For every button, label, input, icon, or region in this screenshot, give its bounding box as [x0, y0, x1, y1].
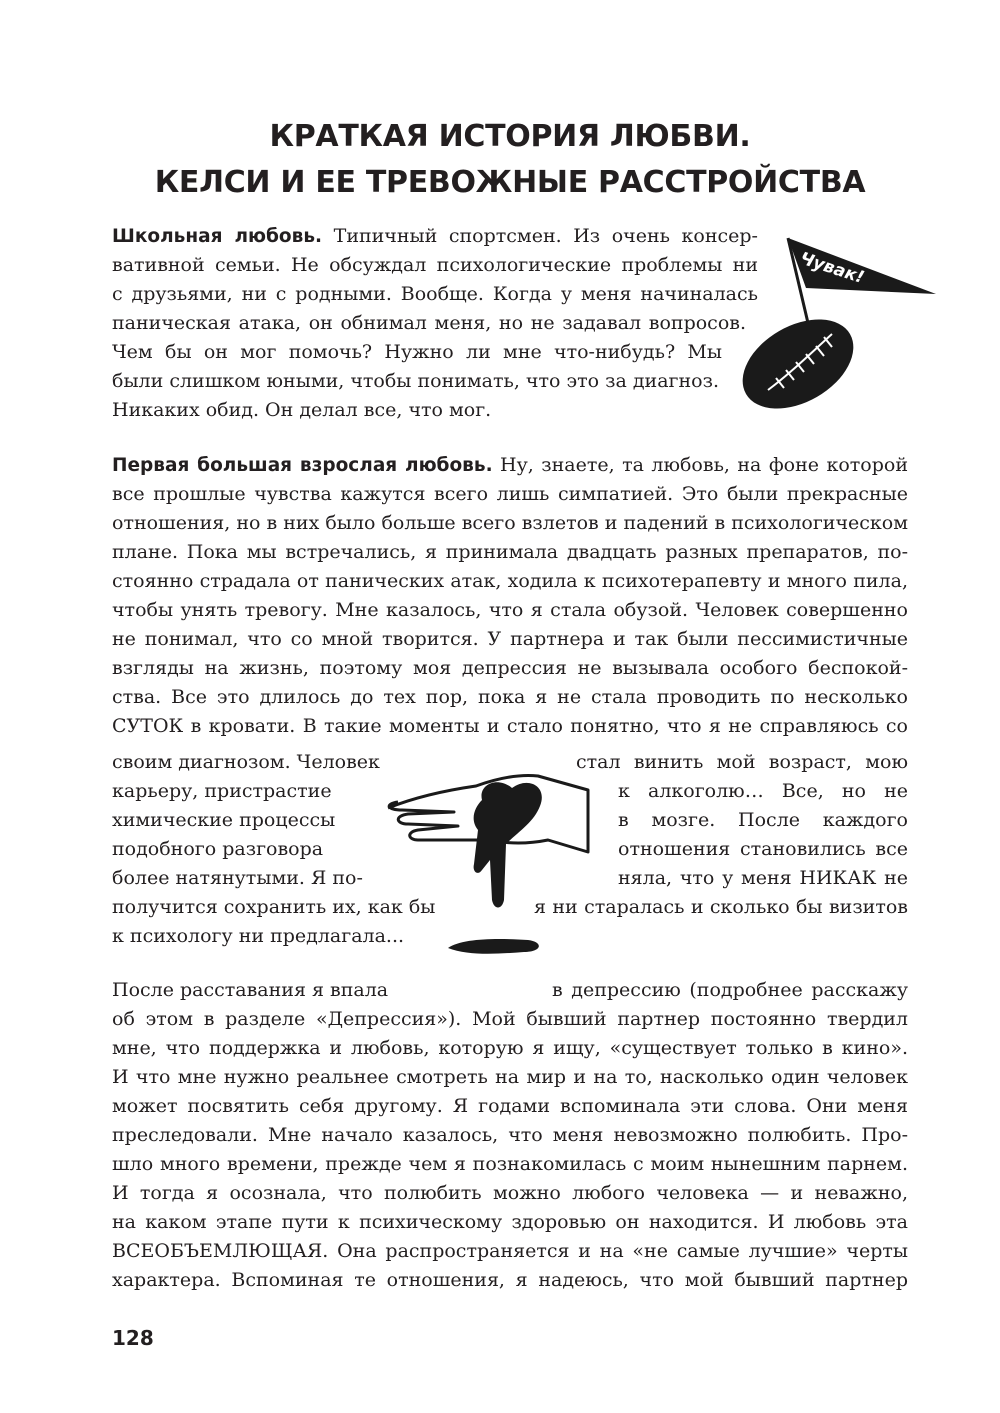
paragraph-line: вативной семьи. Не обсуждал психологические проблемы ни	[112, 254, 758, 276]
paragraph-line: на каком этапе пути к психическому здоровью он находится. И любовь эта	[112, 1211, 908, 1233]
paragraph-line-left: получится сохранить их, как бы	[112, 896, 436, 918]
title-line-2: КЕЛСИ И ЕЕ ТРЕВОЖНЫЕ РАССТРОЙСТВА	[154, 165, 866, 200]
paragraph-line: характера. Вспоминая те отношения, я надеюсь, что мой бывший партнер	[112, 1269, 908, 1291]
paragraph-line: не понимал, что со мной творится. У партнера и так были пессимистичные	[112, 628, 908, 650]
section-lead-school-love: Школьная любовь.	[112, 226, 323, 247]
paragraph-line: И что мне нужно реальнее смотреть на мир и на то, насколько один человек	[112, 1066, 908, 1088]
paragraph-line	[112, 222, 758, 251]
paragraph-line: Чем бы он мог помочь? Нужно ли мне что-нибудь? Мы	[112, 341, 722, 363]
paragraph-line	[112, 451, 908, 480]
paragraph-line-left: карьеру, пристрастие	[112, 780, 332, 802]
paragraph-line: Никаких обид. Он делал все, что мог.	[112, 399, 492, 421]
paragraph-line: СУТОК в кровати. В такие моменты и стало понятно, что я не справляюсь со	[112, 715, 908, 737]
page-number: 128	[112, 1326, 154, 1350]
paragraph-line-right: няла, что у меня НИКАК не	[618, 867, 908, 889]
paragraph-line-right: в депрессию (подробнее расскажу	[552, 979, 908, 1001]
page-title	[60, 114, 960, 206]
paragraph-line-right: отношения становились все	[618, 838, 908, 860]
paragraph-line: плане. Пока мы встречались, я принимала двадцать разных препаратов, по-	[112, 541, 908, 563]
text-span: Ну, знаете, та любовь, на фоне которой	[492, 454, 908, 476]
paragraph-line-left: химические процессы	[112, 809, 336, 831]
paragraph-line: ВСЕОБЪЕМЛЮЩАЯ. Она распространяется и на «не самые лучшие» черты	[112, 1240, 908, 1262]
paragraph-line: преследовали. Мне начало казалось, что меня невозможно полюбить. Про-	[112, 1124, 908, 1146]
melting-heart-icon	[474, 782, 542, 907]
paragraph-line: чтобы унять тревогу. Мне казалось, что я стала обузой. Человек совершенно	[112, 599, 908, 621]
paragraph-line: мне, что поддержка и любовь, которую я ищу, «существует только в кино».	[112, 1037, 908, 1059]
section-lead-first-adult-love: Первая большая взрослая любовь.	[112, 455, 493, 476]
paragraph-line-left: подобного разговора	[112, 838, 324, 860]
paragraph-line: И тогда я осознала, что полюбить можно любого человека — и неважно,	[112, 1182, 908, 1204]
paragraph-line-left: более натянутыми. Я по-	[112, 867, 363, 889]
paragraph-line-right: к алкоголю… Все, но не	[618, 780, 908, 802]
paragraph-line: стоянно страдала от панических атак, ходила к психотерапевту и много пила,	[112, 570, 908, 592]
paragraph-line-right: я ни старалась и сколько бы визитов	[534, 896, 908, 918]
pennant-label: Чувак!	[797, 248, 867, 289]
paragraph-line: об этом в разделе «Депрессия»). Мой бывший партнер постоянно твердил	[112, 1008, 908, 1030]
paragraph-line: к психологу ни предлагала...	[112, 925, 405, 947]
hand-heart-illustration	[378, 760, 608, 960]
paragraph-line-left: После расставания я впала	[112, 979, 389, 1001]
paragraph-line: отношения, но в них было больше всего взлетов и падений в психологическом	[112, 512, 908, 534]
football-icon	[740, 301, 869, 427]
football-pennant-illustration	[740, 222, 940, 427]
paragraph-line-left: своим диагнозом. Человек	[112, 751, 380, 773]
paragraph-line-right: в мозге. После каждого	[618, 809, 908, 831]
paragraph-line: были слишком юными, чтобы понимать, что это за диагноз.	[112, 370, 719, 392]
paragraph-line: может посвятить себя другому. Я годами вспоминала эти слова. Они меня	[112, 1095, 908, 1117]
puddle-icon	[448, 939, 539, 954]
text-span: Типичный спортсмен. Из очень консер-	[322, 225, 758, 247]
paragraph-line: паническая атака, он обнимал меня, но не задавал вопросов.	[112, 312, 746, 334]
paragraph-line-right: стал винить мой возраст, мою	[576, 751, 908, 773]
title-line-1: КРАТКАЯ ИСТОРИЯ ЛЮБВИ.	[269, 119, 751, 154]
paragraph-line: ства. Все это длилось до тех пор, пока я не стала проводить по несколько	[112, 686, 908, 708]
paragraph-line: шло много времени, прежде чем я познакомилась с моим нынешним парнем.	[112, 1153, 908, 1175]
paragraph-line: с друзьями, ни с родными. Вообще. Когда у меня начиналась	[112, 283, 758, 305]
paragraph-line: взгляды на жизнь, поэтому моя депрессия не вызывала особого беспокой-	[112, 657, 908, 679]
paragraph-line: все прошлые чувства кажутся всего лишь симпатией. Это были прекрасные	[112, 483, 908, 505]
